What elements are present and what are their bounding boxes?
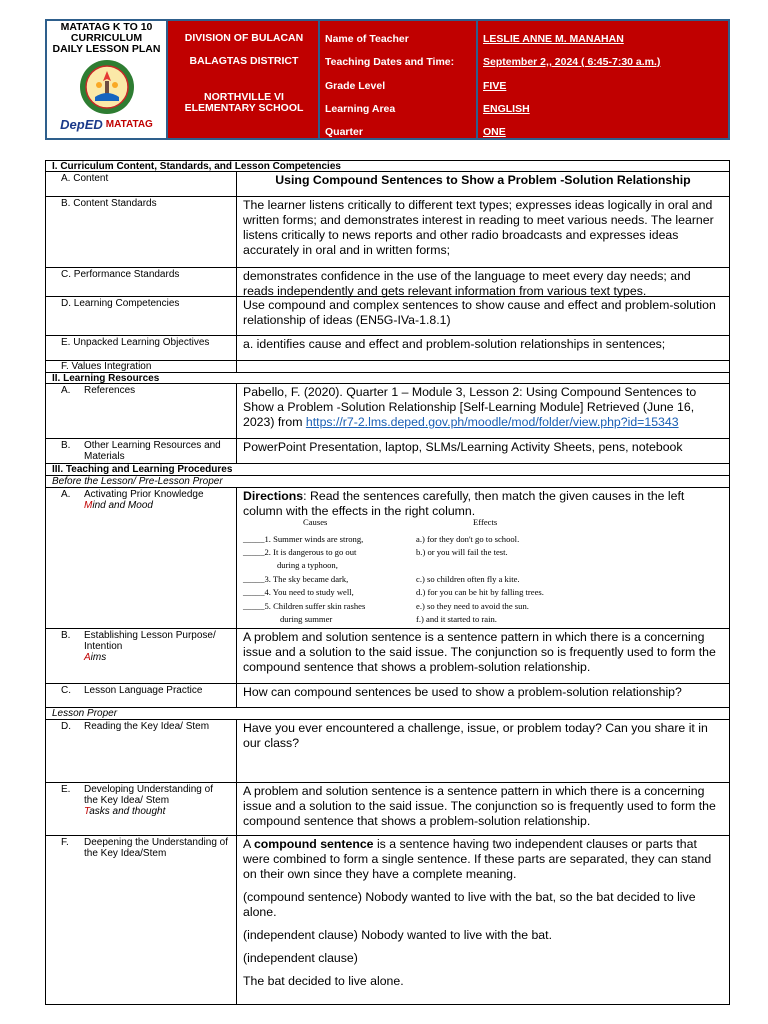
teacher-label: Name of Teacher	[325, 33, 409, 45]
plan-title-line-3: DAILY LESSON PLAN	[52, 43, 161, 55]
division-seal-icon	[79, 59, 135, 115]
header-values-cell	[478, 21, 728, 138]
teaching-dates: September 2,, 2024 ( 6:45-7:30 a.m.)	[483, 56, 661, 68]
reading-text: Have you ever encountered a challenge, issue, or problem today? Can you share it in our class?	[243, 721, 708, 750]
grade-level: FIVE	[483, 80, 507, 92]
references-text	[237, 384, 729, 438]
row-label-reading: D. Reading the Key Idea/ Stem	[46, 720, 237, 782]
subsection-title-before: Before the Lesson/ Pre-Lesson Proper	[52, 476, 223, 487]
row-label-other-resources: B. Other Learning Resources and Materials	[46, 439, 237, 463]
table-row-content	[45, 171, 730, 197]
developing-text: A problem and solution sentence is a sentence pattern in which there is a concerning issue and a solution to the said issue. The conjunction so is frequently used to form the compound sentence that shows a problem-solution relationship.	[243, 784, 716, 828]
row-label-purpose: B. Establishing Lesson Purpose/ Intention Aims	[46, 629, 237, 683]
effect-item: c.) so children often fly a kite.	[416, 574, 520, 584]
school-name-line-2: ELEMENTARY SCHOOL	[184, 102, 304, 114]
cause-item-cont: during a typhoon,	[277, 560, 338, 570]
deepening-intro: A compound sentence is a sentence having two independent clauses or parts that were combined to form a single sentence. If these parts are separated, they can stand on their own since they have a complete meaning.	[243, 837, 712, 881]
row-label-developing: E. Developing Understanding of the Key Idea/ Stem Tasks and thought	[46, 783, 237, 835]
cause-item: _____4. You need to study well,	[243, 587, 354, 597]
cause-item: _____2. It is dangerous to go out	[243, 547, 357, 557]
matching-exercise	[243, 519, 573, 623]
header-logo-cell	[47, 21, 168, 138]
effect-item: d.) for you can be hit by falling trees.	[416, 587, 544, 597]
matatag-logo: MATATAG	[105, 119, 153, 130]
content-standards-text: The learner listens critically to different text types; expresses ideas logically in oral and written forms; and demonstrates interest in reading to meet various needs. The learner listens critically to news reports and other radio broadcasts and expresses ideas accurately in oral and in written forms;	[243, 198, 714, 257]
row-label-performance-standards: C. Performance Standards	[46, 268, 237, 296]
grade-label: Grade Level	[325, 80, 386, 92]
table-row-developing	[45, 782, 730, 836]
district-name: BALAGTAS DISTRICT	[189, 55, 299, 67]
lesson-plan-header	[45, 19, 730, 140]
deepening-example-clause-1: (independent clause) Nobody wanted to live with the bat.	[243, 928, 552, 942]
other-resources-text: PowerPoint Presentation, laptop, SLMs/Learning Activity Sheets, pens, notebook	[243, 440, 683, 454]
lesson-title: Using Compound Sentences to Show a Problem -Solution Relationship	[275, 173, 691, 187]
effect-item: e.) so they need to avoid the sun.	[416, 601, 529, 611]
quarter: ONE	[483, 126, 506, 138]
language-practice-text: How can compound sentences be used to show a problem-solution relationship?	[243, 685, 682, 699]
effect-item: f.) and it started to rain.	[416, 614, 497, 624]
school-info-cell	[168, 21, 320, 138]
values-text	[237, 361, 729, 372]
deepening-content	[237, 836, 729, 1004]
deepening-example-clause-2-text: The bat decided to live alone.	[243, 974, 404, 988]
subsection-title-proper: Lesson Proper	[52, 708, 118, 719]
table-row-performance-standards	[45, 267, 730, 297]
references-link[interactable]: https://r7-2.lms.deped.gov.ph/moodle/mod/folder/view.php?id=15343	[305, 415, 679, 429]
effect-item: b.) or you will fail the test.	[416, 547, 508, 557]
deepening-example-compound: (compound sentence) Nobody wanted to live with the bat, so the bat decided to live alone.	[243, 890, 696, 919]
table-row-references	[45, 383, 730, 439]
table-row-reading	[45, 719, 730, 783]
objectives-text: a. identifies cause and effect and problem-solution relationships in sentences;	[243, 337, 666, 351]
section-title-2: II. Learning Resources	[52, 373, 160, 384]
table-row-other-resources	[45, 438, 730, 464]
cause-item: _____1. Summer winds are strong,	[243, 534, 364, 544]
plan-title-line-1: MATATAG K TO 10	[60, 21, 153, 33]
row-label-language-practice: C. Lesson Language Practice	[46, 684, 237, 707]
section-title-3: III. Teaching and Learning Procedures	[52, 464, 233, 475]
teacher-name: LESLIE ANNE M. MANAHAN	[483, 33, 624, 45]
effect-item: a.) for they don't go to school.	[416, 534, 520, 544]
learning-area: ENGLISH	[483, 103, 530, 115]
row-label-competencies: D. Learning Competencies	[46, 297, 237, 335]
quarter-label: Quarter	[325, 126, 363, 138]
row-label-content-standards: B. Content Standards	[46, 197, 237, 267]
table-row-purpose	[45, 628, 730, 684]
dates-label: Teaching Dates and Time:	[325, 56, 455, 68]
row-label-references: A. References	[46, 384, 237, 438]
table-row-competencies	[45, 296, 730, 336]
row-label-deepening: F. Deepening the Understanding of the Key Idea/Stem	[46, 836, 237, 1004]
deepening-example-clause-2: (independent clause)	[243, 951, 358, 965]
table-row-objectives	[45, 335, 730, 361]
header-labels-cell	[320, 21, 478, 138]
table-row-activating	[45, 487, 730, 629]
cause-item: _____5. Children suffer skin rashes	[243, 601, 366, 611]
table-row-content-standards	[45, 196, 730, 268]
division-name: DIVISION OF BULACAN	[184, 32, 304, 44]
cause-item: _____3. The sky became dark,	[243, 574, 349, 584]
table-row-language-practice	[45, 683, 730, 708]
deped-logo: DepED	[60, 117, 103, 132]
row-label-objectives: E. Unpacked Learning Objectives	[46, 336, 237, 360]
effects-header: Effects	[473, 517, 498, 527]
cause-item-cont: during summer	[280, 614, 333, 624]
row-label-content: A. Content	[46, 172, 237, 196]
competencies-text: Use compound and complex sentences to show cause and effect and problem-solution relationship of ideas (EN5G-IVa-1.8.1)	[243, 298, 716, 327]
section-title-1: I. Curriculum Content, Standards, and Lesson Competencies	[52, 161, 341, 172]
directions-label: Directions	[243, 489, 304, 503]
performance-standards-text: demonstrates confidence in the use of the language to meet every day needs; and reads independently and gets relevant information from various text types.	[243, 269, 691, 298]
row-label-activating: A. Activating Prior Knowledge Mind and Mood	[46, 488, 237, 628]
table-row-deepening	[45, 835, 730, 1005]
directions-text: : Read the sentences carefully, then match the given causes in the left column with the effects in the right column.	[243, 489, 685, 518]
plan-title-line-2: CURRICULUM	[70, 32, 143, 44]
purpose-text: A problem and solution sentence is a sentence pattern in which there is a concerning issue and a solution to the said issue. The conjunction so is frequently used to form the compound sentence that shows a problem-solution relationship.	[243, 630, 716, 674]
causes-header: Causes	[303, 517, 328, 527]
row-label-values: F. Values Integration	[46, 361, 237, 372]
references-citation: Pabello, F. (2020). Quarter 1 – Module 3, Lesson 2: Using Compound Sentences to Show a Problem -Solution Relationship [Self-Learning Module] Retrieved (June 16, 2023) from	[243, 385, 697, 429]
school-name-line-1: NORTHVILLE VI	[204, 91, 284, 103]
learning-area-label: Learning Area	[325, 103, 396, 115]
activating-content	[237, 488, 729, 628]
